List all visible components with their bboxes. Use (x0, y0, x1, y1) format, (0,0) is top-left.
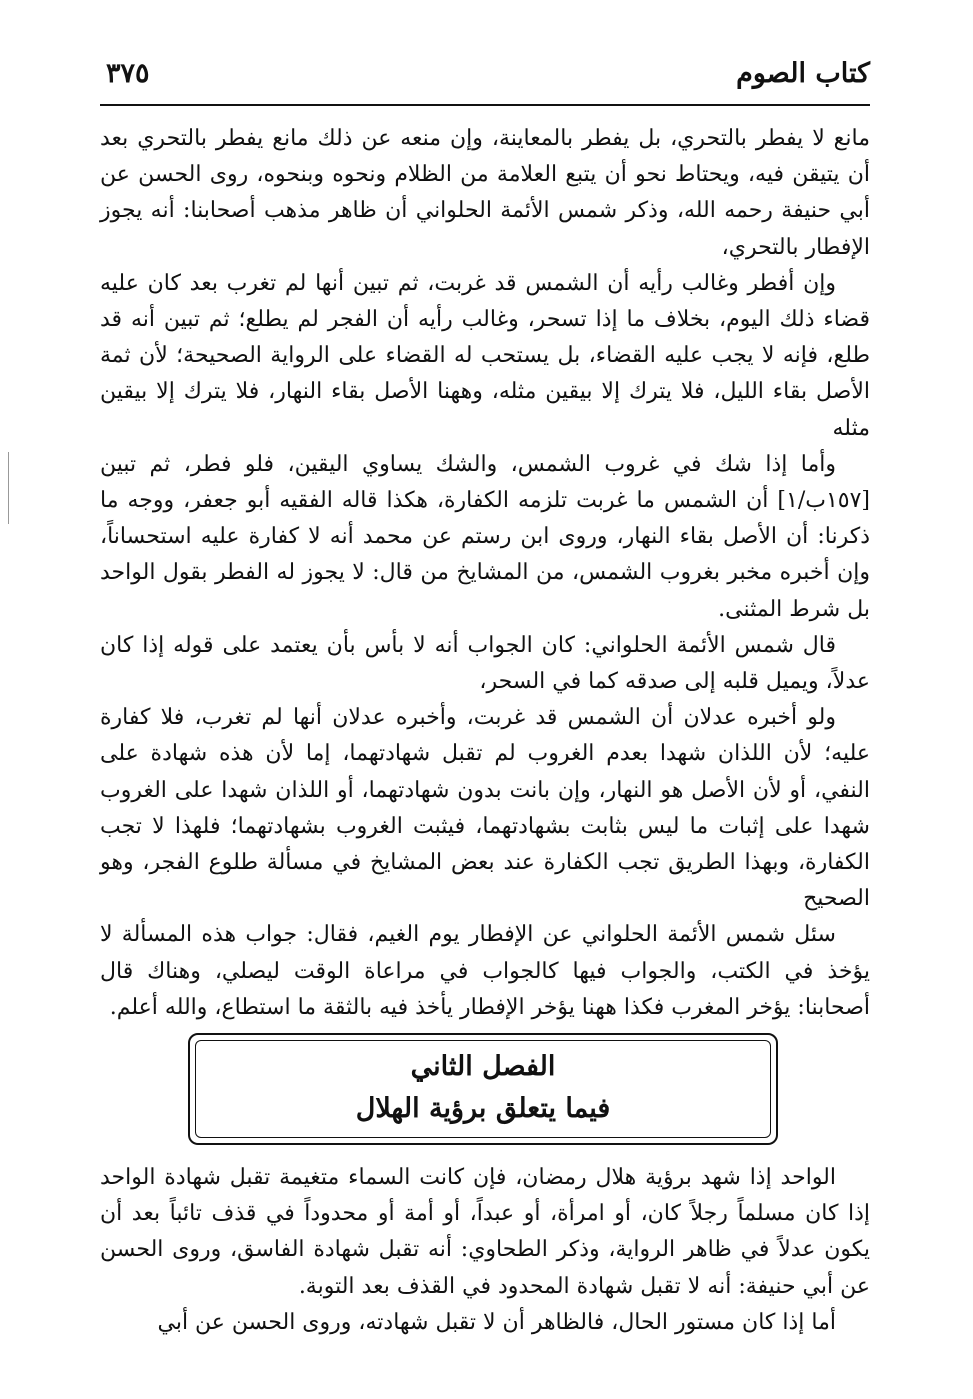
paragraph: أما إذا كان مستور الحال، فالظاهر أن لا تقبل شهادته، وروى الحسن عن أبي (157, 1309, 836, 1335)
paragraph: سئل شمس الأئمة الحلواني عن الإفطار يوم الغيم، فقال: جواب هذه المسألة لا يؤخذ في الكتب، والجواب فيها كالجواب في مراعاة الوقت ليصلي، وهناك قال أصحابنا: يؤخر المغرب فكذا ههنا يؤخر الإفطار يأخذ فيه بالثقة ما استطاع، والله أعلم. (100, 922, 870, 1020)
margin-line (8, 452, 9, 524)
text-block-before-heading (100, 121, 870, 1026)
paragraph: مانع لا يفطر بالتحري، بل يفطر بالمعاينة، وإن منعه عن ذلك مانع يفطر بالتحري بعد أن يتيقن فيه، ويحتاط نحو أن يتبع العلامة من الظلام ونحوه وبنحوه، روى الحسن عن أبي حنيفة رحمه الله، وذكر شمس الأئمة الحلواني أن ظاهر مذهب أصحابنا: أنه يجوز الإفطار بالتحري، (100, 126, 870, 260)
text-block-after-heading (100, 1160, 870, 1341)
running-title: كتاب الصوم (736, 58, 870, 89)
header-divider (100, 104, 870, 106)
paragraph: قال شمس الأئمة الحلواني: كان الجواب أنه لا بأس بأن يعتمد على قوله إذا كان عدلاً، ويميل قلبه إلى صدقه كما في السحر، (100, 632, 870, 695)
paragraph: ولو أخبره عدلان أن الشمس قد غربت، وأخبره عدلان أنها لم تغرب، فلا كفارة عليه؛ لأن اللذان شهدا بعدم الغروب لم تقبل شهادتهما، إما لأن هذه شهادة على النفي، أو لأن الأصل هو النهار، وإن بانت بدون شهادتهما، أو اللذان شهدا على الغروب شهدا على إثبات ما ليس بثابت بشهادتهما، فيثبت الغروب بشهادتهما؛ فلهذا لا تجب الكفارة، وبهذا الطريق تجب الكفارة عند بعض المشايخ في مسألة طلوع الفجر، وهو الصحيح (100, 705, 870, 912)
section-heading-title: الفصل الثاني (410, 1051, 556, 1082)
section-heading-subtitle: فيما يتعلق برؤية الهلال (355, 1093, 611, 1124)
paragraph: الواحد إذا شهد برؤية هلال رمضان، فإن كانت السماء متغيمة تقبل شهادة الواحد إذا كان مسلماً رجلاً كان، أو امرأة، أو عبداً، أو أمة أو محدوداً في قذف تائباً بعد أن يكون عدلاً في ظاهر الرواية، وذكر الطحاوي: أنه تقبل شهادة الفاسق، وروى الحسن عن أبي حنيفة: أنه لا تقبل شهادة المحدود في القذف بعد التوبة. (100, 1165, 870, 1299)
paragraph: وإن أفطر وغالب رأيه أن الشمس قد غربت، ثم تبين أنها لم تغرب بعد كان عليه قضاء ذلك اليوم، بخلاف ما إذا تسحر، وغالب رأيه أن الفجر لم يطلع؛ ثم تبين أنه قد طلع، فإنه لا يجب عليه القضاء، بل يستحب له القضاء على الرواية الصحيحة؛ لأن ثمة الأصل بقاء الليل، فلا يترك إلا بيقين مثله، وههنا الأصل بقاء النهار، فلا يترك إلا بيقين مثله (100, 270, 870, 441)
page-number: ٣٧٥ (106, 58, 150, 89)
paragraph: وأما إذا شك في غروب الشمس، والشك يساوي اليقين، فلو فطر، ثم تبين [١٥٧ب/١] أن الشمس ما غربت تلزمه الكفارة، هكذا قاله الفقيه أبو جعفر، ووجه ما ذكرنا: أن الأصل بقاء النهار، وروى ابن رستم عن محمد أنه لا كفارة عليه استحساناً، وإن أخبره مخبر بغروب الشمس، من المشايخ من قال: لا يجوز له الفطر بقول الواحد بل شرط المثنى. (100, 451, 870, 622)
page-header (100, 56, 870, 106)
section-heading-frame (188, 1033, 778, 1145)
